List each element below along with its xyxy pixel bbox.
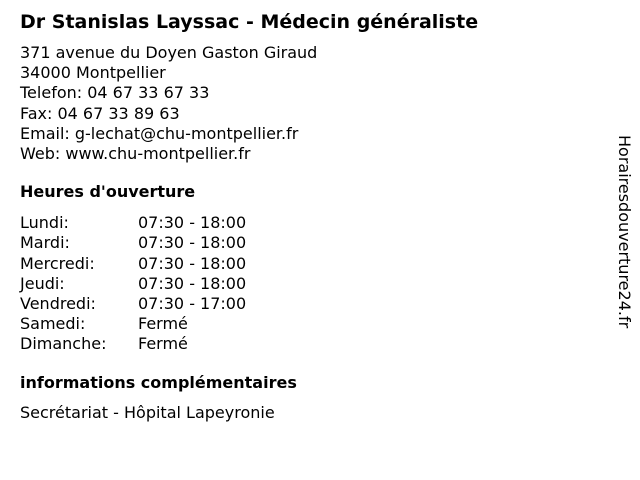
- day-label: Dimanche:: [20, 334, 107, 354]
- time-value: 07:30 - 17:00: [138, 293, 247, 313]
- time-value: Fermé: [138, 314, 188, 334]
- hours-row-tuesday: [20, 233, 600, 253]
- hours-row-sunday: [20, 334, 600, 354]
- hours-row-thursday: [20, 274, 600, 294]
- doctor-card: [20, 10, 600, 423]
- address-street: 371 avenue du Doyen Gaston Giraud: [20, 43, 318, 62]
- day-label: Mardi:: [20, 233, 70, 253]
- fax-text: Fax: 04 67 33 89 63: [20, 103, 180, 123]
- time-value: Fermé: [138, 334, 188, 354]
- site-watermark: Horairesdouverture24.fr: [615, 135, 634, 329]
- contact-block: [20, 43, 600, 164]
- day-label: Samedi:: [20, 314, 86, 334]
- web-text: Web: www.chu-montpellier.fr: [20, 144, 251, 164]
- info-heading: informations complémentaires: [20, 372, 297, 392]
- phone-text: Telefon: 04 67 33 67 33: [20, 83, 210, 103]
- time-value: 07:30 - 18:00: [138, 273, 247, 293]
- email-text: Email: g-lechat@chu-montpellier.fr: [20, 123, 299, 143]
- hours-row-wednesday: [20, 254, 600, 274]
- page-title: Dr Stanislas Layssac - Médecin généraliste: [20, 11, 479, 33]
- day-label: Vendredi:: [20, 293, 96, 313]
- info-text: Secrétariat - Hôpital Lapeyronie: [20, 402, 275, 422]
- time-value: 07:30 - 18:00: [138, 213, 247, 233]
- day-label: Lundi:: [20, 213, 69, 233]
- hours-row-friday: [20, 294, 600, 314]
- time-value: 07:30 - 18:00: [138, 253, 247, 273]
- hours-table: [20, 213, 600, 354]
- hours-row-monday: [20, 213, 600, 233]
- address-city: 34000 Montpellier: [20, 63, 166, 83]
- hours-heading: Heures d'ouverture: [20, 182, 196, 202]
- day-label: Mercredi:: [20, 253, 95, 273]
- day-label: Jeudi:: [20, 273, 65, 293]
- time-value: 07:30 - 18:00: [138, 233, 247, 253]
- hours-row-saturday: [20, 314, 600, 334]
